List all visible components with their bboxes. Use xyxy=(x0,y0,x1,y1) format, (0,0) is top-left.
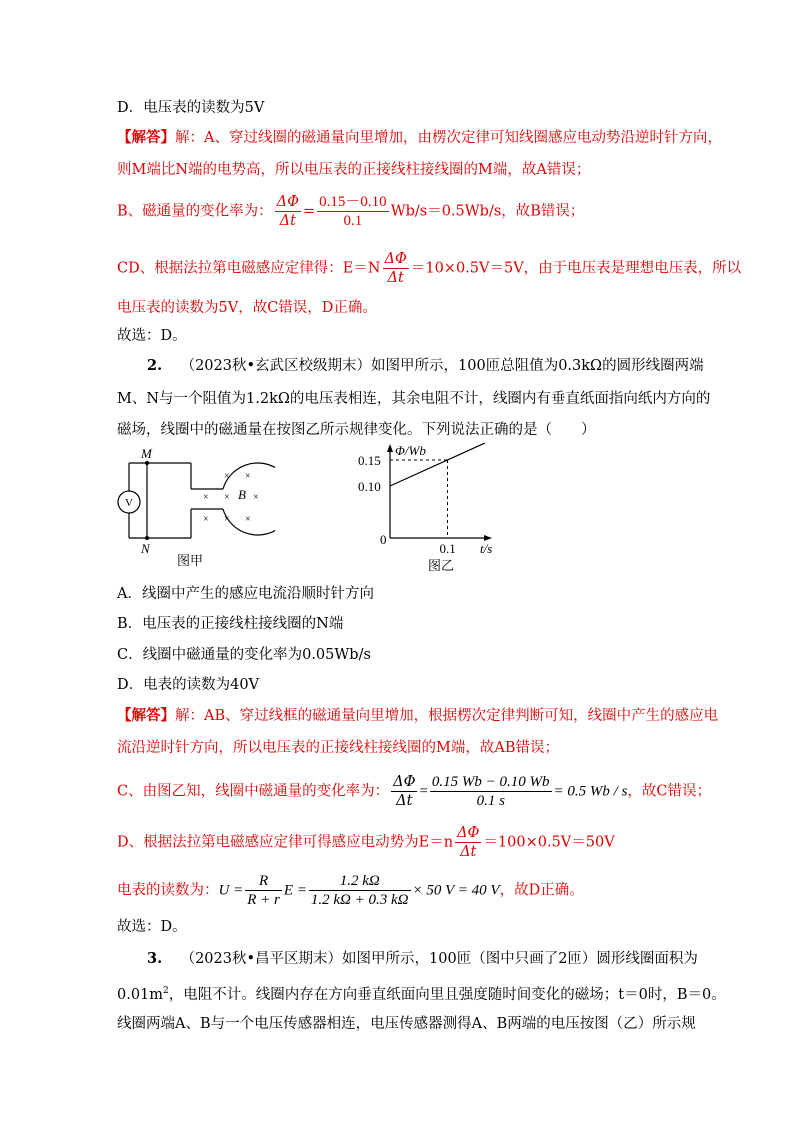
option-d-prev: D．电压表的读数为5V xyxy=(117,100,265,116)
cross: × xyxy=(253,492,259,503)
denominator: 0.1 s xyxy=(476,793,505,809)
q3-stem xyxy=(117,981,726,1005)
equals: = xyxy=(419,783,428,800)
caption-yi: 图乙 xyxy=(428,558,455,573)
cross: × xyxy=(224,492,230,503)
q2-stem: M、N与一个阻值为1.2kΩ的电压表相连，其余电阻不计，线圈内有垂直纸面指向纸内方向的 xyxy=(117,391,711,407)
denominator: Δt xyxy=(387,270,404,286)
formula-suffix: ＝100×0.5V＝50V xyxy=(483,834,615,851)
fraction xyxy=(430,773,552,810)
formula-line-d xyxy=(117,824,615,861)
numerator: ΔΦ xyxy=(393,774,416,790)
q3-stem: 线圈两端A、B与一个电压传感器相连，电压传感器测得A、B两端的电压按图（乙）所示规 xyxy=(117,1016,696,1032)
q2-stem-text: （2023秋•玄武区校级期末）如图甲所示，100匝总阻值为0.3kΩ的圆形线圈两端 xyxy=(180,358,704,374)
q3-stem xyxy=(147,949,698,969)
label-m: M xyxy=(141,446,152,461)
answer-text: 解：A、穿过线圈的磁通量向里增加，由楞次定律可知线圈感应电动势沿逆时针方向， xyxy=(175,130,722,146)
numerator: 1.2 kΩ xyxy=(309,872,411,891)
formula-suffix: ，故D正确。 xyxy=(499,882,584,899)
formula-line-c xyxy=(117,773,711,810)
choose-line: 故选：D。 xyxy=(117,919,187,935)
numerator: R xyxy=(245,872,282,891)
fraction xyxy=(391,773,417,810)
formula-suffix: Wb/s＝0.5Wb/s，故B错误； xyxy=(390,203,585,220)
formula-line-cd xyxy=(117,250,741,287)
answer-line: 则M端比N端的电势高，所以电压表的正接线柱接线圈的M端，故A错误； xyxy=(117,162,591,178)
q2-number: 2. xyxy=(147,357,163,374)
formula-line-u xyxy=(117,872,584,909)
answer-line: 流沿逆时针方向，所以电压表的正接线柱接线圈的M端，故AB错误； xyxy=(117,740,559,756)
fraction xyxy=(317,193,389,230)
formula-suffix: ＝10×0.5V＝5V，由于电压表是理想电压表，所以 xyxy=(410,260,742,277)
answer-line xyxy=(117,706,718,726)
fraction xyxy=(309,872,411,909)
cross: × xyxy=(203,492,209,503)
numerator: ΔΦ xyxy=(276,194,300,210)
u-rhs: × 50 V = 40 V xyxy=(412,882,500,899)
x-axis-label: t/s xyxy=(480,541,493,556)
answer-line: 电压表的读数为5V，故C错误，D正确。 xyxy=(117,300,377,316)
field-crosses xyxy=(203,471,259,525)
u-mid: E = xyxy=(283,882,307,899)
y-tick-label: 0.10 xyxy=(358,479,381,494)
option-b: B．电压表的正接线柱接线圈的N端 xyxy=(117,616,344,632)
numerator: ΔΦ xyxy=(384,251,407,267)
q2-stem: 磁场，线圈中的磁通量在按图乙所示规律变化。下列说法正确的是（ ） xyxy=(117,422,596,438)
voltmeter-label: V xyxy=(125,497,133,509)
denominator: R + r xyxy=(247,892,280,908)
superscript: 2 xyxy=(163,986,169,996)
fraction xyxy=(455,824,481,861)
q3-stem-text: （2023秋•昌平区期末）如图甲所示，100匝（图中只画了2匝）圆形线圈面积为 xyxy=(180,951,698,967)
cross: × xyxy=(245,471,251,482)
y-axis-label: Φ/Wb xyxy=(395,443,426,458)
caption-jia: 图甲 xyxy=(177,553,204,568)
q3-stem-text: 0.01m xyxy=(117,986,164,1003)
answer-text: 解：AB、穿过线框的磁通量向里增加，根据楞次定律判断可知，线圈中产生的感应电 xyxy=(175,708,719,724)
option-a: A．线圈中产生的感应电流沿顺时针方向 xyxy=(117,586,374,602)
formula-prefix: 电表的读数为： xyxy=(117,882,219,899)
y-tick-label: 0.15 xyxy=(358,453,381,468)
x-tick-label: 0.1 xyxy=(439,541,456,556)
cross: × xyxy=(203,514,209,525)
option-d: D．电表的读数为40V xyxy=(117,677,260,693)
formula-prefix: B、磁通量的变化率为： xyxy=(117,203,273,220)
choose-line: 故选：D。 xyxy=(117,328,187,344)
denominator: 1.2 kΩ + 0.3 kΩ xyxy=(310,892,409,908)
field-label: B xyxy=(238,487,246,502)
formula-suffix: ，故C错误； xyxy=(627,783,712,800)
q3-stem-text: ，电阻不计。线圈内存在方向垂直纸面向里且强度随时间变化的磁场；t＝0时，B＝0。 xyxy=(168,986,726,1003)
label-n: N xyxy=(141,541,150,556)
answer-line xyxy=(117,128,722,148)
origin-label: 0 xyxy=(380,532,387,547)
cross: × xyxy=(224,471,230,482)
numerator: ΔΦ xyxy=(457,825,480,841)
q3-number: 3. xyxy=(147,950,163,967)
denominator: Δt xyxy=(460,844,477,860)
cross: × xyxy=(224,514,230,525)
formula-prefix: CD、根据法拉第电磁感应定律得：E＝N xyxy=(117,260,381,277)
figure-jia xyxy=(105,445,275,575)
numerator: 0.15 Wb − 0.10 Wb xyxy=(431,774,550,790)
figure-yi-chart xyxy=(350,440,520,575)
equals: = xyxy=(303,203,316,220)
numerator: 0.15－0.10 xyxy=(319,194,387,210)
answer-tag: 【解答】 xyxy=(117,707,175,724)
denominator: Δt xyxy=(279,213,296,229)
u-lhs: U = xyxy=(218,882,244,899)
fraction xyxy=(245,872,282,909)
formula-prefix: D、根据法拉第电磁感应定律可得感应电动势为E＝n xyxy=(117,834,454,851)
formula-line-b xyxy=(117,193,584,230)
fraction xyxy=(275,193,301,230)
formula-prefix: C、由图乙知，线圈中磁通量的变化率为： xyxy=(117,783,390,800)
result: = 0.5 Wb / s xyxy=(553,783,628,800)
cross: × xyxy=(245,514,251,525)
option-c: C．线圈中磁通量的变化率为0.05Wb/s xyxy=(117,647,371,663)
y-axis-arrow xyxy=(387,444,393,452)
denominator: Δt xyxy=(396,793,413,809)
q2-stem xyxy=(147,356,704,376)
answer-tag: 【解答】 xyxy=(117,129,175,146)
denominator: 0.1 xyxy=(343,213,363,229)
fraction xyxy=(383,250,409,287)
